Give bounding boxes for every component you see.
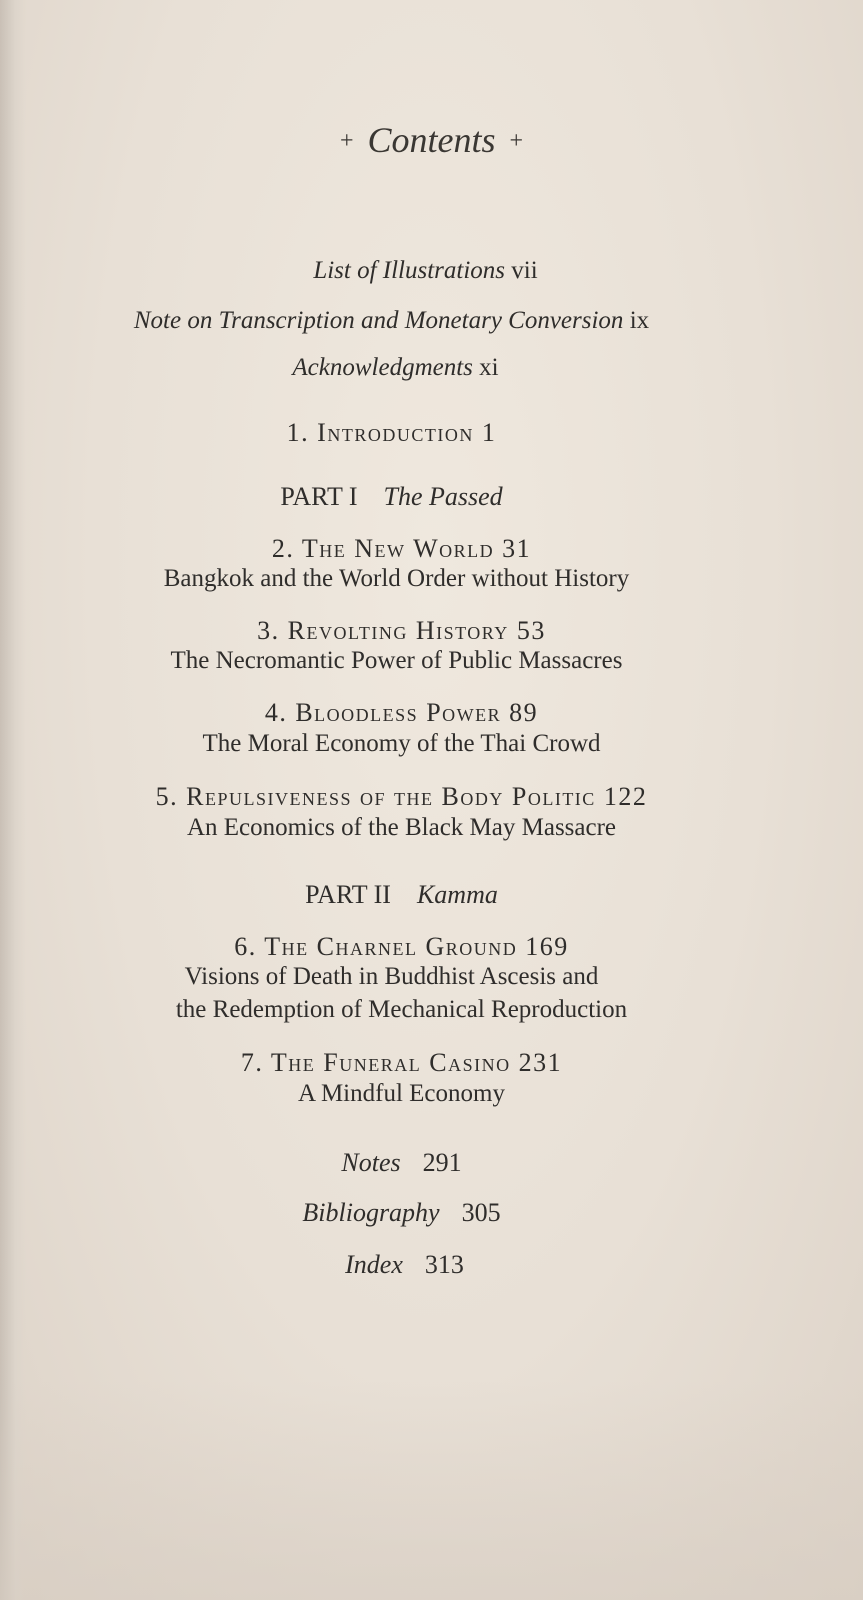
toc-entry-bibliography (0, 1200, 833, 1226)
toc-entry-notes (0, 1150, 833, 1176)
ornament-right-icon: + (509, 128, 524, 154)
toc-entry-title: Notes (341, 1148, 401, 1177)
part-label: PART II (305, 880, 391, 909)
chapter-page: 31 (502, 534, 532, 563)
chapter-5-subtitle: An Economics of the Black May Massacre (186, 814, 617, 841)
toc-entry-transcription-note (0, 308, 823, 333)
chapter-6-subtitle-line-2: the Redemption of Mechanical Reproduction (175, 996, 628, 1023)
part-heading-2 (0, 882, 833, 908)
part-title: Kamma (416, 880, 498, 909)
contents-heading (0, 122, 863, 158)
chapter-page: 1 (481, 418, 497, 447)
chapter-label: 5. Repulsiveness of the Body Politic (155, 782, 596, 811)
part-label: PART I (280, 482, 358, 511)
chapter-page: 53 (516, 616, 546, 645)
toc-entry-page: vii (511, 257, 538, 284)
contents-title: Contents (367, 120, 496, 160)
toc-entry-title: Note on Transcription and Monetary Conversion (133, 307, 624, 334)
toc-entry-index (0, 1252, 836, 1278)
toc-entry-page: xi (479, 354, 499, 381)
chapter-label: 1. Introduction (286, 418, 474, 447)
chapter-3-subtitle: The Necromantic Power of Public Massacres (170, 647, 623, 674)
part-heading-1 (0, 484, 823, 510)
toc-entry-title: Acknowledgments (292, 354, 473, 381)
toc-entry-chapter-5 (0, 784, 833, 810)
toc-entry-title: Bibliography (302, 1198, 440, 1227)
toc-entry-chapter-6 (0, 934, 833, 960)
toc-entry-chapter-4 (0, 700, 833, 726)
toc-entry-title: Index (345, 1250, 403, 1279)
chapter-page: 231 (518, 1048, 563, 1077)
chapter-page: 122 (603, 782, 648, 811)
toc-entry-chapter-2 (0, 536, 833, 562)
chapter-6-subtitle-line-1: Visions of Death in Buddhist Ascesis and (184, 963, 599, 990)
chapter-label: 6. The Charnel Ground (234, 932, 518, 961)
toc-entry-chapter-7 (0, 1050, 833, 1076)
chapter-7-subtitle: A Mindful Economy (298, 1080, 505, 1107)
chapter-4-subtitle: The Moral Economy of the Thai Crowd (202, 730, 601, 757)
chapter-label: 4. Bloodless Power (264, 698, 502, 727)
ornament-left-icon: + (339, 128, 354, 154)
toc-entry-page: 313 (424, 1250, 464, 1279)
toc-entry-introduction (0, 420, 823, 446)
toc-entry-title: List of Illustrations (313, 257, 506, 284)
chapter-label: 7. The Funeral Casino (240, 1048, 511, 1077)
chapter-label: 3. Revolting History (257, 616, 509, 645)
toc-entry-page: ix (629, 307, 650, 334)
toc-entry-chapter-3 (0, 618, 833, 644)
part-title: The Passed (383, 482, 503, 511)
chapter-page: 169 (525, 932, 569, 961)
toc-entry-acknowledgments (0, 355, 827, 380)
toc-entry-page: 291 (422, 1148, 462, 1177)
chapter-2-subtitle: Bangkok and the World Order without History (163, 565, 630, 592)
toc-entry-illustrations (0, 258, 857, 283)
page-bottom-shade (0, 1380, 863, 1600)
chapter-label: 2. The New World (271, 534, 495, 563)
chapter-page: 89 (509, 698, 539, 727)
toc-entry-page: 305 (461, 1198, 501, 1227)
